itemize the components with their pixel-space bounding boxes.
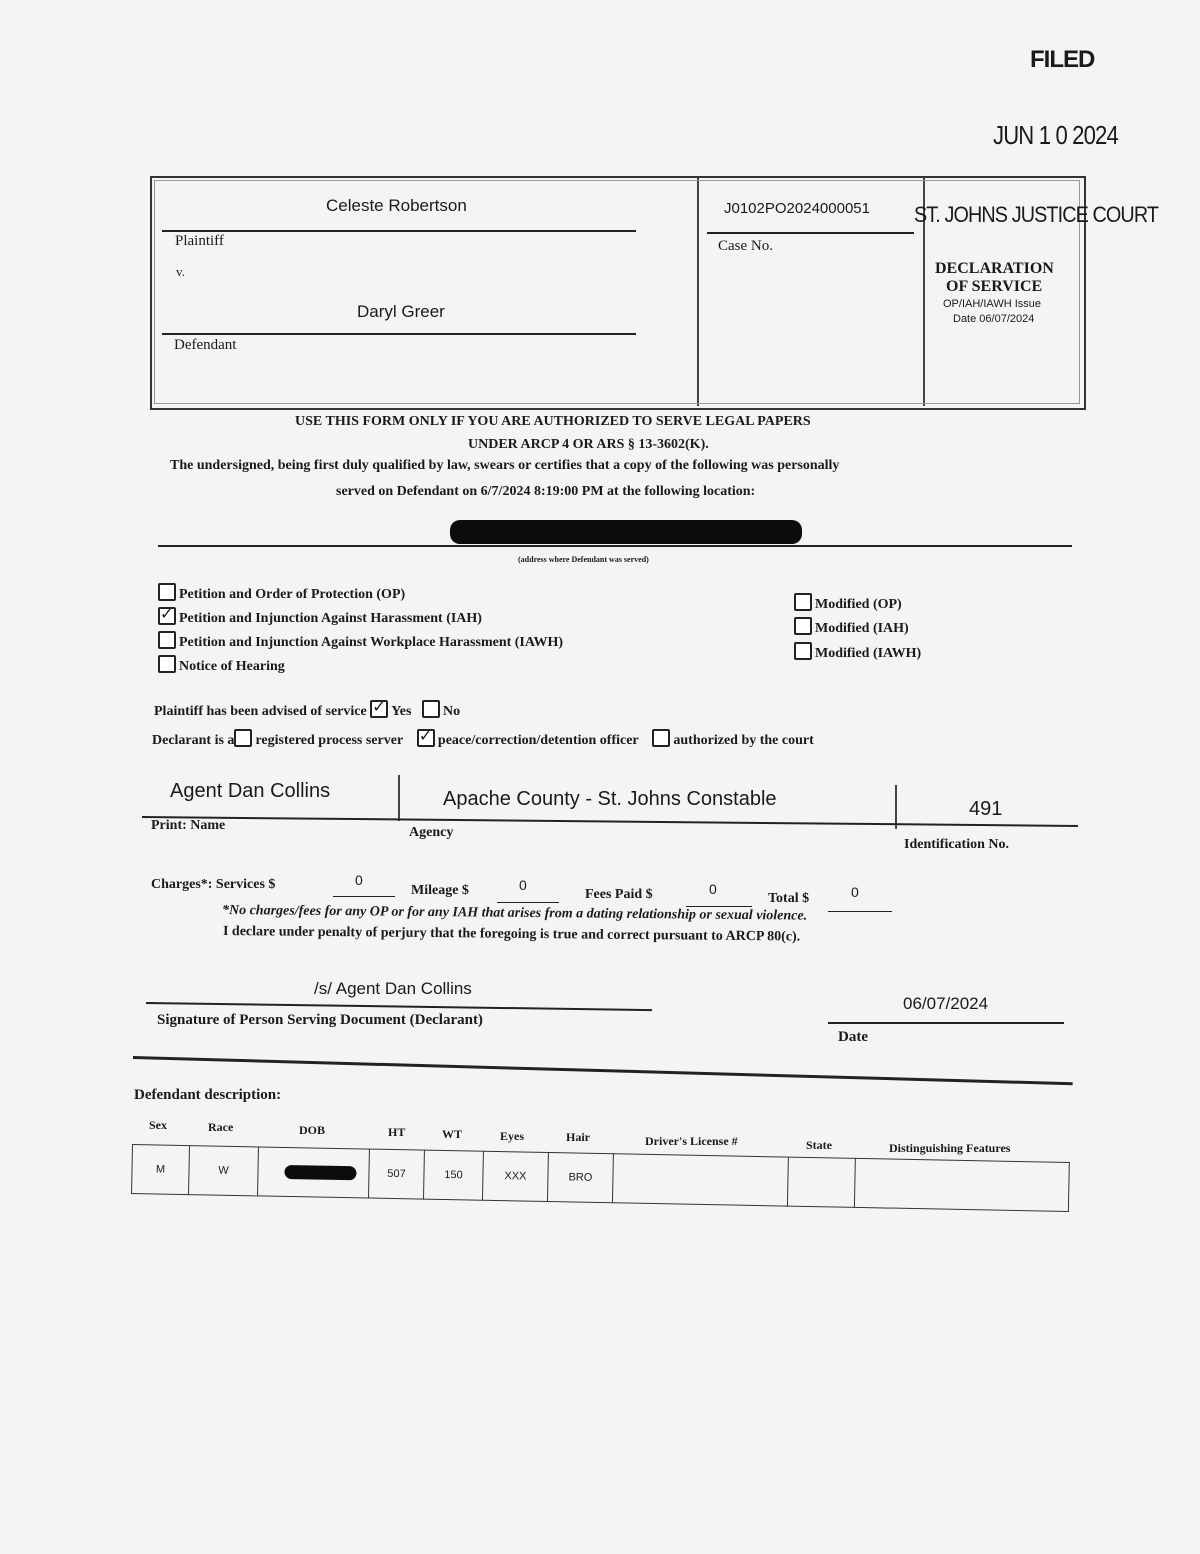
header-eyes: Eyes xyxy=(500,1129,524,1143)
charges-note: *No charges/fees for any OP or for any IAH that arises from a dating relationship or sexual violence. xyxy=(221,903,808,924)
defendant-label: Defendant xyxy=(174,337,237,353)
server-agency: Apache County - St. Johns Constable xyxy=(443,788,777,810)
case-number: J0102PO2024000051 xyxy=(724,200,870,217)
cell-hair: BRO xyxy=(547,1152,613,1202)
mileage-label: Mileage $ xyxy=(411,883,469,898)
mileage-value: 0 xyxy=(519,877,527,893)
services-value: 0 xyxy=(355,872,363,888)
cell-features xyxy=(854,1158,1069,1211)
mod-iah-checkbox[interactable] xyxy=(794,617,812,635)
cell-license xyxy=(612,1154,788,1206)
signature-value: /s/ Agent Dan Collins xyxy=(314,979,472,998)
instruction-line-1: USE THIS FORM ONLY IF YOU ARE AUTHORIZED TO SERVE LEGAL PAPERS xyxy=(295,414,811,429)
cell-dob xyxy=(258,1147,370,1198)
court-authorized-checkbox[interactable] xyxy=(652,729,670,747)
notice-checkbox[interactable] xyxy=(158,655,176,673)
doc-notice[interactable]: Notice of Hearing xyxy=(158,655,285,675)
address-caption: (address where Defendant was served) xyxy=(518,555,649,564)
oath-line-2: served on Defendant on 6/7/2024 8:19:00 PM at the following location: xyxy=(336,484,756,499)
perjury-declaration: I declare under penalty of perjury that the foregoing is true and correct pursuant to ARCP 80(c). xyxy=(222,924,801,945)
services-label: Charges*: Services $ xyxy=(151,877,276,892)
cell-wt: 150 xyxy=(423,1150,483,1200)
doc-title-1: DECLARATION xyxy=(935,260,1054,277)
filed-stamp: FILED xyxy=(1030,46,1095,73)
total-label: Total $ xyxy=(768,891,810,906)
doc-iawh[interactable]: Petition and Injunction Against Workplace Harassment (IAWH) xyxy=(158,631,563,651)
mod-iawh[interactable]: Modified (IAWH) xyxy=(794,642,921,662)
signature-date: 06/07/2024 xyxy=(903,994,989,1013)
defendant-name: Daryl Greer xyxy=(357,302,445,321)
signature-label: Signature of Person Serving Document (Declarant) xyxy=(157,1012,483,1028)
op-checkbox[interactable] xyxy=(158,583,176,601)
iawh-checkbox[interactable] xyxy=(158,631,176,649)
plaintiff-label: Plaintiff xyxy=(175,233,224,249)
name-label: Print: Name xyxy=(151,818,226,833)
header-features: Distinguishing Features xyxy=(889,1141,1011,1155)
server-name: Agent Dan Collins xyxy=(170,780,331,802)
cell-race: W xyxy=(189,1146,259,1196)
header-sex: Sex xyxy=(149,1118,167,1132)
doc-iah[interactable]: ✓Petition and Injunction Against Harassment (IAH) xyxy=(158,607,482,627)
cell-eyes: XXX xyxy=(482,1151,548,1201)
header-dob: DOB xyxy=(299,1123,326,1137)
doc-title-2: OF SERVICE xyxy=(946,278,1043,295)
id-label: Identification No. xyxy=(904,837,1009,852)
agency-label: Agency xyxy=(409,825,454,840)
issue-line: OP/IAH/IAWH Issue xyxy=(943,298,1042,310)
header-state: State xyxy=(806,1138,832,1152)
mod-iawh-checkbox[interactable] xyxy=(794,642,812,660)
instruction-line-2: UNDER ARCP 4 OR ARS § 13-3602(K). xyxy=(468,437,709,452)
declarant-row: Declarant is a registered process server ✓ peace/correction/detention officer authorized by the court xyxy=(152,729,814,749)
plaintiff-name: Celeste Robertson xyxy=(326,196,467,215)
date-label: Date xyxy=(838,1029,868,1045)
filed-date: JUN 1 0 2024 xyxy=(993,120,1118,150)
mod-op-checkbox[interactable] xyxy=(794,593,812,611)
doc-op[interactable]: Petition and Order of Protection (OP) xyxy=(158,583,405,603)
case-label: Case No. xyxy=(718,238,773,254)
advised-no-checkbox[interactable] xyxy=(422,700,440,718)
cell-ht: 507 xyxy=(369,1149,425,1199)
cell-sex: M xyxy=(132,1145,190,1195)
total-value: 0 xyxy=(851,884,859,900)
versus-label: v. xyxy=(176,264,185,279)
court-name: ST. JOHNS JUSTICE COURT xyxy=(914,202,1159,227)
mod-iah[interactable]: Modified (IAH) xyxy=(794,617,909,637)
advised-row: Plaintiff has been advised of service ✓ Yes No xyxy=(154,700,460,720)
redacted-address xyxy=(450,520,802,544)
header-license: Driver's License # xyxy=(645,1134,738,1148)
fees-label: Fees Paid $ xyxy=(585,887,653,902)
header-wt: WT xyxy=(442,1127,463,1141)
issue-date: Date 06/07/2024 xyxy=(953,313,1035,325)
mod-op[interactable]: Modified (OP) xyxy=(794,593,902,613)
process-server-checkbox[interactable] xyxy=(234,729,252,747)
description-title: Defendant description: xyxy=(134,1087,282,1103)
fees-value: 0 xyxy=(709,881,717,897)
server-id: 491 xyxy=(969,798,1003,820)
redacted-dob xyxy=(284,1165,356,1180)
header-ht: HT xyxy=(388,1125,406,1139)
header-race: Race xyxy=(208,1120,234,1134)
header-hair: Hair xyxy=(566,1130,590,1144)
advised-yes-checkbox[interactable] xyxy=(370,700,388,718)
cell-state xyxy=(787,1157,855,1207)
officer-checkbox[interactable] xyxy=(417,729,435,747)
oath-line-1: The undersigned, being first duly qualified by law, swears or certifies that a copy of the following was personally xyxy=(170,458,840,473)
iah-checkbox[interactable] xyxy=(158,607,176,625)
